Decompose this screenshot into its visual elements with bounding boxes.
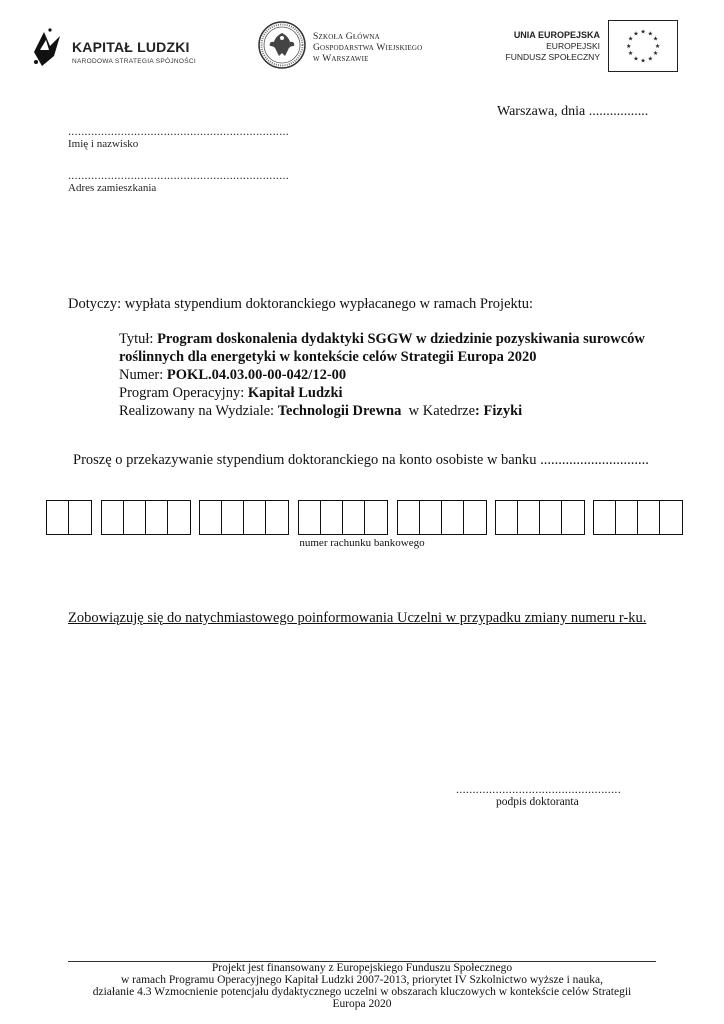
project-title-label: Tytuł: xyxy=(119,331,158,347)
account-digit-box[interactable] xyxy=(398,501,420,534)
sggw-name xyxy=(313,32,422,65)
eu-star-icon: ★ xyxy=(625,43,632,50)
eu-line-2: EUROPEJSKI xyxy=(546,41,600,51)
project-department-value: : Fizyki xyxy=(475,403,523,419)
account-digit-box[interactable] xyxy=(124,501,146,534)
eu-star-icon: ★ xyxy=(640,29,646,36)
address-field-label: Adres zamieszkania xyxy=(68,182,157,194)
project-details xyxy=(119,330,679,420)
eu-star-icon: ★ xyxy=(647,56,653,63)
account-digit-box[interactable] xyxy=(102,501,124,534)
name-field-label: Imię i nazwisko xyxy=(68,138,139,150)
account-digit-box[interactable] xyxy=(594,501,616,534)
name-field-line[interactable]: ................................................................... xyxy=(68,124,290,138)
account-digit-box[interactable] xyxy=(321,501,343,534)
project-number-row xyxy=(119,366,679,384)
project-program-label: Program Operacyjny: xyxy=(119,385,248,401)
signature-label: podpis doktoranta xyxy=(496,796,579,808)
sggw-line-2: Gospodarstwa Wiejskiego xyxy=(313,43,423,53)
kapital-ludzki-subtitle: NARODOWA STRATEGIA SPÓJNOŚCI xyxy=(72,58,196,65)
footer-line-4: Europa 2020 xyxy=(332,998,392,1010)
project-title-row xyxy=(119,330,679,348)
account-digit-box[interactable] xyxy=(168,501,190,534)
account-digit-box[interactable] xyxy=(518,501,540,534)
eu-star-icon: ★ xyxy=(652,51,659,58)
eu-star-icon: ★ xyxy=(627,51,634,58)
account-digit-box[interactable] xyxy=(47,501,69,534)
account-digit-box[interactable] xyxy=(540,501,562,534)
account-digit-group[interactable] xyxy=(199,500,289,535)
sggw-line-1: Szkoła Główna xyxy=(313,32,380,42)
account-digit-box[interactable] xyxy=(616,501,638,534)
project-program-value: Kapitał Ludzki xyxy=(247,385,343,401)
eu-line-1: UNIA EUROPEJSKA xyxy=(513,30,600,40)
bank-account-caption: numer rachunku bankowego xyxy=(299,537,425,549)
bank-transfer-request: Proszę o przekazywanie stypendium doktoranckiego na konto osobiste w banku .............................. xyxy=(73,452,649,468)
sggw-logo xyxy=(257,20,447,72)
account-digit-group[interactable] xyxy=(495,500,585,535)
eu-star-icon: ★ xyxy=(627,36,634,43)
place-and-date: Warszawa, dnia ................. xyxy=(497,104,649,119)
sggw-seal-icon xyxy=(257,20,307,70)
sggw-line-3: w Warszawie xyxy=(313,54,369,64)
kapital-ludzki-logo xyxy=(30,26,200,74)
address-field-line[interactable]: ................................................................... xyxy=(68,168,290,182)
eu-star-icon: ★ xyxy=(654,43,661,50)
eu-line-3: FUNDUSZ SPOŁECZNY xyxy=(505,52,600,62)
account-digit-group[interactable] xyxy=(46,500,92,535)
account-digit-box[interactable] xyxy=(562,501,584,534)
account-digit-box[interactable] xyxy=(200,501,222,534)
regarding-text: Dotyczy: wypłata stypendium doktoranckiego wypłacanego w ramach Projektu: xyxy=(68,296,534,312)
eu-star-icon: ★ xyxy=(647,31,653,38)
kapital-ludzki-emblem-icon xyxy=(30,26,64,70)
project-number-label: Numer: xyxy=(119,367,167,383)
account-digit-box[interactable] xyxy=(638,501,660,534)
account-digit-box[interactable] xyxy=(222,501,244,534)
signature-line[interactable]: .................................................. xyxy=(456,782,621,796)
project-department-label: w Katedrze xyxy=(401,403,476,419)
account-digit-box[interactable] xyxy=(365,501,387,534)
project-program-row xyxy=(119,384,679,402)
account-digit-group[interactable] xyxy=(298,500,388,535)
account-digit-box[interactable] xyxy=(464,501,486,534)
account-digit-box[interactable] xyxy=(244,501,266,534)
project-faculty-value: Technologii Drewna xyxy=(277,403,402,419)
project-number-value: POKL.04.03.00-00-042/12-00 xyxy=(166,367,347,383)
kapital-ludzki-title: KAPITAŁ LUDZKI xyxy=(72,39,190,55)
account-digit-box[interactable] xyxy=(420,501,442,534)
account-digit-box[interactable] xyxy=(266,501,288,534)
eu-star-icon: ★ xyxy=(640,58,646,65)
account-digit-group[interactable] xyxy=(593,500,683,535)
footer-line-1: Projekt jest finansowany z Europejskiego Funduszu Społecznego xyxy=(211,962,513,974)
account-digit-group[interactable] xyxy=(397,500,487,535)
footer-funding-note xyxy=(60,962,664,1010)
eu-flag-icon xyxy=(608,20,678,72)
eu-label xyxy=(490,30,600,63)
account-digit-box[interactable] xyxy=(660,501,682,534)
commitment-statement: Zobowiązuję się do natychmiastowego poinformowania Uczelni w przypadku zmiany numeru r-ku. xyxy=(68,610,647,626)
eu-star-icon: ★ xyxy=(652,36,659,43)
footer-line-3: działanie 4.3 Wzmocnienie potencjału dydaktycznego uczelni w obszarach kluczowych w kontekście celów Strategii xyxy=(92,986,632,998)
project-title-line-1: Program doskonalenia dydaktyki SGGW w dziedzinie pozyskiwania surowców xyxy=(157,331,645,347)
footer-line-2: w ramach Programu Operacyjnego Kapitał Ludzki 2007-2013, priorytet IV Szkolnictwo wyższe i nauka, xyxy=(120,974,603,986)
account-digit-box[interactable] xyxy=(496,501,518,534)
bank-account-number-boxes[interactable] xyxy=(46,500,684,536)
account-digit-box[interactable] xyxy=(343,501,365,534)
account-digit-box[interactable] xyxy=(146,501,168,534)
project-faculty-label: Realizowany na Wydziale: xyxy=(119,403,278,419)
project-faculty-row xyxy=(119,402,679,420)
project-title-line-2: roślinnych dla energetyki w kontekście celów Strategii Europa 2020 xyxy=(119,349,537,365)
eu-star-icon: ★ xyxy=(633,56,639,63)
account-digit-group[interactable] xyxy=(101,500,191,535)
eu-star-icon: ★ xyxy=(633,31,639,38)
account-digit-box[interactable] xyxy=(442,501,464,534)
account-digit-box[interactable] xyxy=(69,501,91,534)
account-digit-box[interactable] xyxy=(299,501,321,534)
